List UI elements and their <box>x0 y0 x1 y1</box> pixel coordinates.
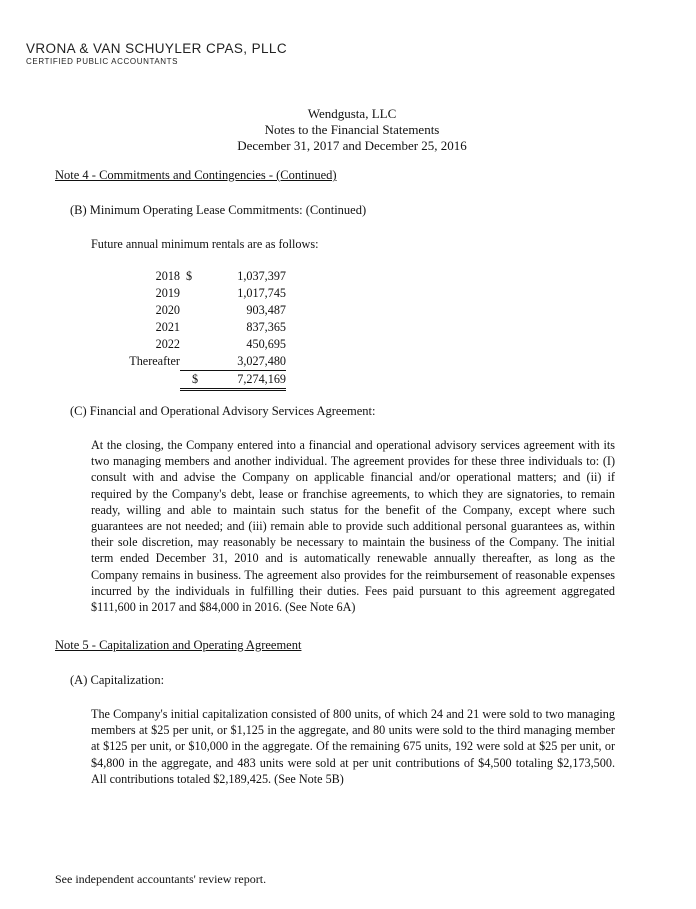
firm-name: VRONA & VAN SCHUYLER CPAS, PLLC <box>26 41 287 56</box>
table-row <box>112 302 286 319</box>
rental-amount: 837,365 <box>246 320 286 334</box>
rental-amount: 3,027,480 <box>204 353 286 371</box>
company-name: Wendgusta, LLC <box>307 106 397 121</box>
table-total-row <box>112 371 286 390</box>
note4-b-intro: Future annual minimum rentals are as follows: <box>91 237 319 251</box>
rental-year: 2022 <box>155 337 180 351</box>
firm-subtitle: CERTIFIED PUBLIC ACCOUNTANTS <box>26 57 179 66</box>
rental-amount: 903,487 <box>246 303 286 317</box>
note4-title: Note 4 - Commitments and Contingencies - (Continued) <box>55 168 337 182</box>
rental-amount: 1,037,397 <box>237 269 286 283</box>
rental-amount: 450,695 <box>246 337 286 351</box>
note5-a-title: (A) Capitalization: <box>70 673 165 687</box>
rental-year: Thereafter <box>129 354 180 369</box>
period-dates: December 31, 2017 and December 25, 2016 <box>237 138 467 153</box>
rental-currency <box>180 336 204 353</box>
rental-year: 2018 <box>155 269 180 283</box>
firm-letterhead <box>26 41 287 66</box>
rental-year: 2021 <box>155 320 180 334</box>
table-row <box>112 268 286 285</box>
rental-year: 2020 <box>155 303 180 317</box>
rental-amount: 1,017,745 <box>237 286 286 300</box>
rental-currency <box>180 319 204 336</box>
table-row <box>112 336 286 353</box>
rentals-table <box>112 268 286 391</box>
rental-currency <box>180 353 204 371</box>
note5-title: Note 5 - Capitalization and Operating Agreement <box>55 638 302 652</box>
rental-currency <box>180 302 204 319</box>
rental-currency <box>180 285 204 302</box>
document-title: Notes to the Financial Statements <box>264 122 440 137</box>
table-row <box>112 285 286 302</box>
table-row <box>112 319 286 336</box>
note4-b-title: (B) Minimum Operating Lease Commitments: (Continued) <box>70 203 367 217</box>
total-currency: $ <box>180 371 204 390</box>
document-heading <box>0 106 696 154</box>
rental-year: 2019 <box>155 286 180 300</box>
rental-currency: $ <box>186 269 193 283</box>
total-amount: 7,274,169 <box>204 371 286 390</box>
table-row <box>112 353 286 371</box>
footer-note: See independent accountants' review report. <box>55 872 267 886</box>
note4-c-paragraph: At the closing, the Company entered into a financial and operational advisory services agreement with its two managing members and another individual. The agreement provides for these three individuals to: (I) consult with and advise the Company on applicable financial and/or operational matters; and (ii) if required by the Company's debt, lease or franchise agreements, to which they are signatories, to remain ready, willing and able to maintain such status for the benefit of the Company, except where such guarantees are not needed; and (iii) remain able to provide such additional personal guarantees as, within their sole discretion, may reasonably be necessary to maintain the business of the Company. The initial term ended December 31, 2010 and is automatically renewable annually thereafter, as long as the Company remains in business. The agreement also provides for the reimbursement of reasonable expenses incurred by the individuals in fulfilling their duties. Fees paid pursuant to this agreement aggregated $111,600 in 2017 and $84,000 in 2016. (See Note 6A) <box>91 438 615 615</box>
note5-a-paragraph: The Company's initial capitalization consisted of 800 units, of which 24 and 21 were sold to two managing members at $25 per unit, or $1,125 in the aggregate, and 80 units were sold to the third managing member at $125 per unit, or $10,000 in the aggregate. Of the remaining 675 units, 192 were sold at $25 per unit, or $4,800 in the aggregate, and 483 units were sold at per unit contributions of $4,500 totaling $2,173,500. All contributions totaled $2,189,425. (See Note 5B) <box>91 707 615 786</box>
note4-c-title: (C) Financial and Operational Advisory Services Agreement: <box>70 404 376 418</box>
